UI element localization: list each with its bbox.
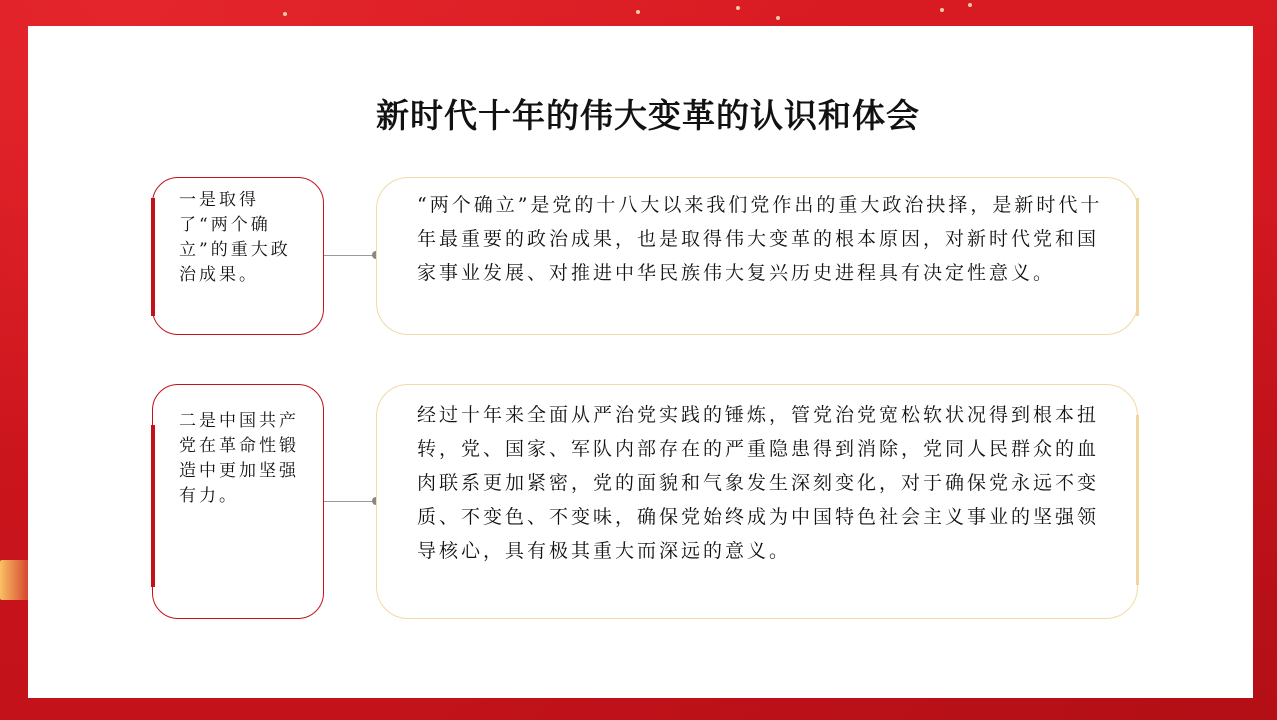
item-1-label-box: [152, 177, 324, 335]
sparkle-decoration: [283, 12, 287, 16]
description-accent-bar: [1136, 415, 1139, 585]
label-accent-bar: [151, 425, 155, 587]
item-1-connector-line: [324, 255, 376, 256]
sparkle-decoration: [776, 16, 780, 20]
slide-title: 新时代十年的伟大变革的认识和体会: [376, 96, 920, 135]
sparkle-decoration: [940, 8, 944, 12]
item-1-description-box: [376, 177, 1138, 335]
sparkle-decoration: [636, 10, 640, 14]
item-1-label: 一是取得了“两个确立”的重大政治成果。: [179, 190, 291, 285]
item-2-label-box: [152, 384, 324, 619]
item-2-connector-line: [324, 501, 376, 502]
description-accent-bar: [1136, 198, 1139, 316]
item-2-description: 经过十年来全面从严治党实践的锤炼，管党治党宽松软状况得到根本扭转，党、国家、军队内部存在的严重隐患得到消除，党同人民群众的血肉联系更加紧密，党的面貌和气象发生深刻变化，对于确保党永远不变质、不变色、不变味，确保党始终成为中国特色社会主义事业的坚强领导核心，具有极其重大而深远的意义。: [417, 404, 1100, 562]
item-2-label: 二是中国共产党在革命性锻造中更加坚强有力。: [179, 411, 299, 506]
label-accent-bar: [151, 198, 155, 316]
sparkle-decoration: [736, 6, 740, 10]
sparkle-decoration: [968, 3, 972, 7]
item-2-description-box: [376, 384, 1138, 619]
slide-content: [28, 26, 1253, 698]
item-1-description: “两个确立”是党的十八大以来我们党作出的重大政治抉择，是新时代十年最重要的政治成果，也是取得伟大变革的根本原因，对新时代党和国家事业发展、对推进中华民族伟大复兴历史进程具有决定性意义。: [417, 194, 1103, 284]
